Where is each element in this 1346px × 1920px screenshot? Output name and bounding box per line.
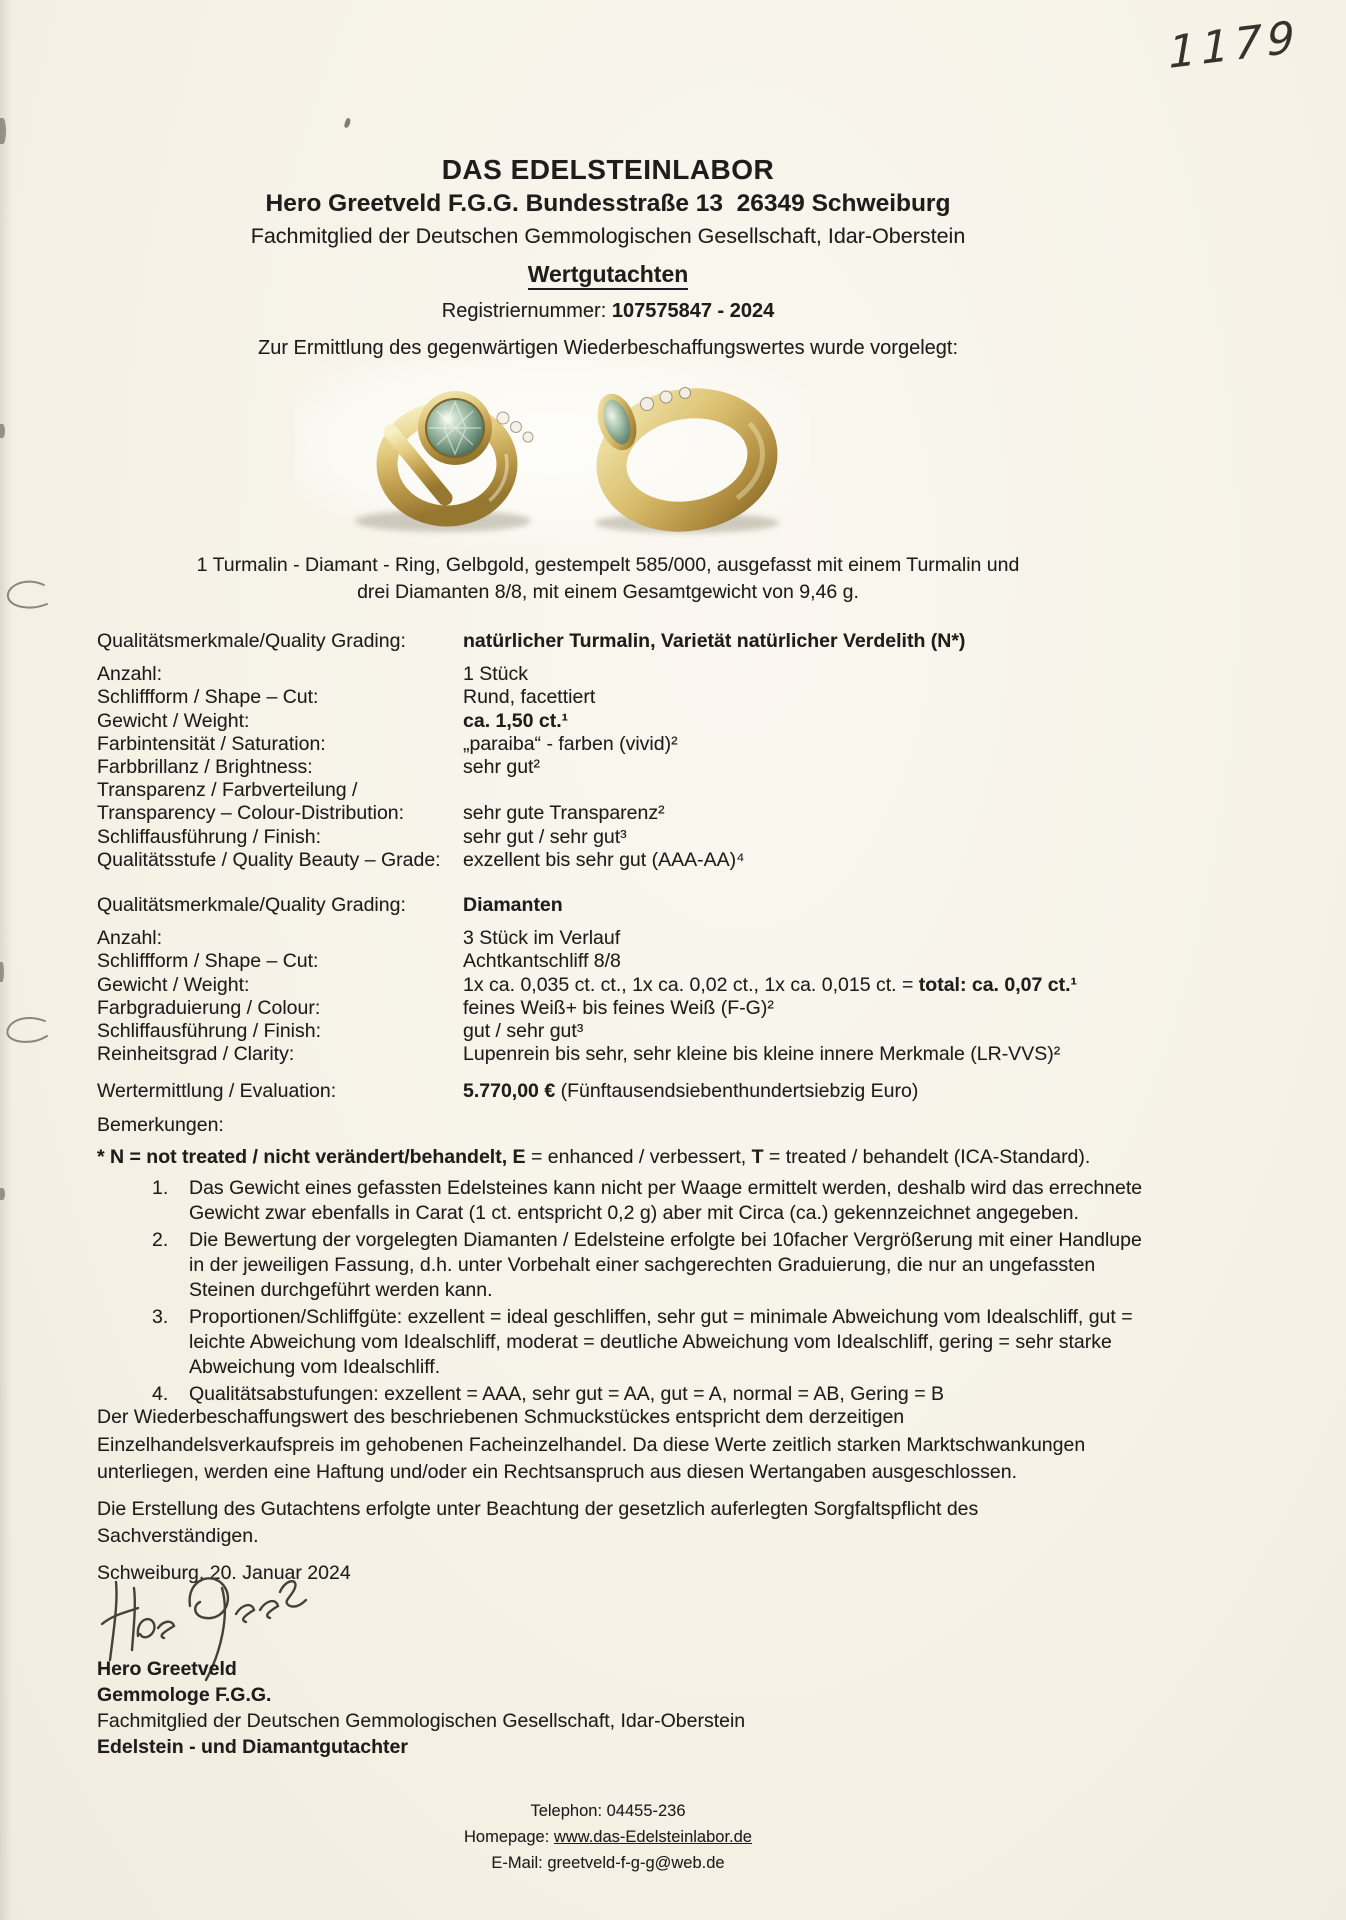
signatory-role: Edelstein - und Diamantgutachter <box>97 1736 408 1758</box>
diamonds-section-header <box>97 894 1277 917</box>
evaluation-amount: 5.770,00 € <box>463 1080 556 1103</box>
grading-row <box>97 849 1277 872</box>
homepage-url: www.das-Edelsteinlabor.de <box>553 1828 752 1846</box>
row-value: sehr gut / sehr gut³ <box>463 825 627 848</box>
row-value: 1x ca. 0,035 ct. ct., 1x ca. 0,02 ct., 1x ca. 0,015 ct. = total: ca. 0,07 ct.¹ <box>463 973 1078 996</box>
grading-row <box>97 663 1277 686</box>
footnote-item <box>152 1176 1257 1226</box>
row-value: Diamanten <box>463 894 563 917</box>
closing-section <box>97 1404 1267 1587</box>
signatory-title: Gemmologe F.G.G. <box>97 1684 272 1706</box>
grading-table <box>97 630 1277 1169</box>
grading-row <box>97 779 1277 802</box>
footnote-list <box>152 1176 1257 1409</box>
row-label: Farbbrillanz / Brightness: <box>97 756 313 779</box>
signatory-name: Hero Greetveld <box>97 1658 237 1680</box>
row-value: feines Weiß+ bis feines Weiß (F-G)² <box>463 996 774 1019</box>
tourmaline-section-header <box>97 630 1277 653</box>
row-label: Qualitätsmerkmale/Quality Grading: <box>97 894 406 917</box>
treatment-note: * N = not treated / nicht verändert/behandelt, E = enhanced / verbessert, T = treated / behandelt (ICA-Standard). <box>97 1145 1091 1168</box>
row-label: Anzahl: <box>97 927 163 950</box>
membership-line: Fachmitglied der Deutschen Gemmologischen Gesellschaft, Idar-Oberstein <box>250 224 966 248</box>
footer-homepage: Homepage: www.das-Edelsteinlabor.de <box>463 1828 752 1846</box>
footer-contact <box>0 1798 1216 1876</box>
row-value: gut / sehr gut³ <box>463 1020 584 1043</box>
row-value: natürlicher Turmalin, Varietät natürlicher Verdelith (N*) <box>463 630 966 652</box>
purpose-line: Zur Ermittlung des gegenwärtigen Wiederbeschaffungswertes wurde vorgelegt: <box>258 337 958 359</box>
footer-email: E-Mail: greetveld-f-g-g@web.de <box>491 1854 725 1872</box>
grading-row <box>97 1043 1277 1066</box>
footnote-number: 3. <box>152 1306 169 1328</box>
signatory-membership: Fachmitglied der Deutschen Gemmologischen Gesellschaft, Idar-Oberstein <box>97 1710 746 1732</box>
ink-speck <box>344 117 352 128</box>
scan-smudge <box>0 424 5 438</box>
row-label: Anzahl: <box>97 663 163 686</box>
document-title: Wertgutachten <box>0 261 1216 287</box>
grading-row <box>97 826 1277 849</box>
registration-number: 107575847 - 2024 <box>611 300 775 322</box>
grading-row <box>97 756 1277 779</box>
pen-circle-icon <box>2 1012 52 1048</box>
lab-address-line: Hero Greetveld F.G.G. Bundesstraße 13 26349 Schweiburg <box>265 190 951 217</box>
row-label: Wertermittlung / Evaluation: <box>97 1080 337 1103</box>
row-label: Farbintensität / Saturation: <box>97 732 326 755</box>
signatory-block <box>97 1656 745 1760</box>
row-label: Schliffform / Shape – Cut: <box>97 686 319 709</box>
row-label: Gewicht / Weight: <box>97 709 250 732</box>
document-header <box>0 154 1216 360</box>
row-label: Transparenz / Farbverteilung / <box>97 779 358 802</box>
grading-row <box>97 950 1277 973</box>
grading-row <box>97 927 1277 950</box>
row-value: „paraiba“ - farben (vivid)² <box>463 732 678 755</box>
row-label: Schliffform / Shape – Cut: <box>97 950 319 973</box>
row-value: 3 Stück im Verlauf <box>463 927 621 950</box>
footnote-item <box>152 1305 1257 1380</box>
closing-paragraph-1: Der Wiederbeschaffungswert des beschriebenen Schmuckstückes entspricht dem derzeitigen Einzelhandelsverkaufspreis im gehobenen Facheinzelhandel. Da diese Werte zeitlich starken Marktschwankungen unterliegen, werden eine Haftung und/oder ein Rechtsanspruch aus diesen Wertangaben ausgeschlossen. <box>97 1406 1086 1483</box>
footnote-text: Das Gewicht eines gefassten Edelsteines kann nicht per Waage ermittelt werden, deshalb wird das errechnete Gewicht zwar ebenfalls in Carat (1 ct. entspricht 0,2 g) aber mit Circa (ca.) gekennzeichnet angegeben. <box>189 1177 1143 1224</box>
grading-row <box>97 686 1277 709</box>
grading-row <box>97 802 1277 825</box>
row-value: Rund, facettiert <box>463 686 596 709</box>
grading-row <box>97 710 1277 733</box>
row-value-bold: total: ca. 0,07 ct.¹ <box>918 973 1078 996</box>
footnote-item <box>152 1228 1257 1303</box>
row-label: Schliffausführung / Finish: <box>97 825 322 848</box>
row-value: sehr gute Transparenz² <box>463 802 665 825</box>
row-value: exzellent bis sehr gut (AAA-AA)⁴ <box>463 848 745 871</box>
grading-row <box>97 997 1277 1020</box>
grading-row <box>97 1020 1277 1043</box>
lab-name: DAS EDELSTEINLABOR <box>441 154 775 185</box>
registration-line <box>0 299 1216 323</box>
footnote-number: 2. <box>152 1229 169 1251</box>
scan-smudge <box>0 1188 5 1200</box>
evaluation-row <box>97 1080 1277 1103</box>
ring-photo-image <box>295 360 810 545</box>
closing-paragraph-2: Die Erstellung des Gutachtens erfolgte unter Beachtung der gesetzlich auferlegten Sorgfaltspflicht des Sachverständigen. <box>97 1497 979 1547</box>
row-value: sehr gut² <box>463 756 540 779</box>
row-label: Schliffausführung / Finish: <box>97 1020 322 1043</box>
scan-smudge <box>0 118 6 144</box>
footnote-text: Qualitätsabstufungen: exzellent = AAA, sehr gut = AA, gut = A, normal = AB, Gering = B <box>189 1383 945 1405</box>
remarks-label: Bemerkungen: <box>97 1113 224 1136</box>
item-description-line2: drei Diamanten 8/8, mit einem Gesamtgewicht von 9,46 g. <box>357 581 859 603</box>
item-description <box>0 552 1216 606</box>
row-label: Farbgraduierung / Colour: <box>97 996 321 1019</box>
grading-row <box>97 733 1277 756</box>
row-value: 1 Stück <box>463 663 529 686</box>
scan-smudge <box>0 962 4 982</box>
row-label: Gewicht / Weight: <box>97 973 250 996</box>
footnote-number: 4. <box>152 1383 169 1405</box>
row-label: Transparency – Colour-Distribution: <box>97 802 405 825</box>
grading-row <box>97 974 1277 997</box>
footnote-text: Die Bewertung der vorgelegten Diamanten / Edelsteine erfolgte bei 10facher Vergrößerung mit einer Handlupe in der jeweiligen Fassung, d.h. unter Vorbehalt einer sachgerechten Graduierung, die nur an ungefassten Steinen durchgeführt werden kann. <box>189 1229 1142 1301</box>
evaluation-amount-words: (Fünftausendsiebenthundertsiebzig Euro) <box>555 1080 919 1103</box>
row-label: Qualitätsmerkmale/Quality Grading: <box>97 630 406 652</box>
row-value: ca. 1,50 ct.¹ <box>463 709 569 732</box>
row-label: Qualitätsstufe / Quality Beauty – Grade: <box>97 848 441 871</box>
row-value: Achtkantschliff 8/8 <box>463 950 621 973</box>
item-description-line1: 1 Turmalin - Diamant - Ring, Gelbgold, gestempelt 585/000, ausgefasst mit einem Turmalin und <box>196 554 1020 576</box>
row-value: Lupenrein bis sehr, sehr kleine bis kleine innere Merkmale (LR-VVS)² <box>463 1043 1061 1066</box>
evaluation-value <box>463 1080 918 1103</box>
dateline: Schweiburg, 20. Januar 2024 <box>97 1561 351 1584</box>
footnote-number: 1. <box>152 1177 169 1199</box>
footer-phone: Telephon: 04455-236 <box>530 1802 686 1820</box>
handwritten-page-number: 1179 <box>1168 11 1301 79</box>
footnote-text: Proportionen/Schliffgüte: exzellent = ideal geschliffen, sehr gut = minimale Abweichung vom Idealschliff, gut = leichte Abweichung vom Idealschliff, moderat = deutliche Abweichung vom Idealschliff, gering = sehr starke Abweichung vom Idealschliff. <box>189 1306 1133 1378</box>
registration-label: Registriernummer: <box>441 300 607 322</box>
row-label: Reinheitsgrad / Clarity: <box>97 1043 295 1066</box>
